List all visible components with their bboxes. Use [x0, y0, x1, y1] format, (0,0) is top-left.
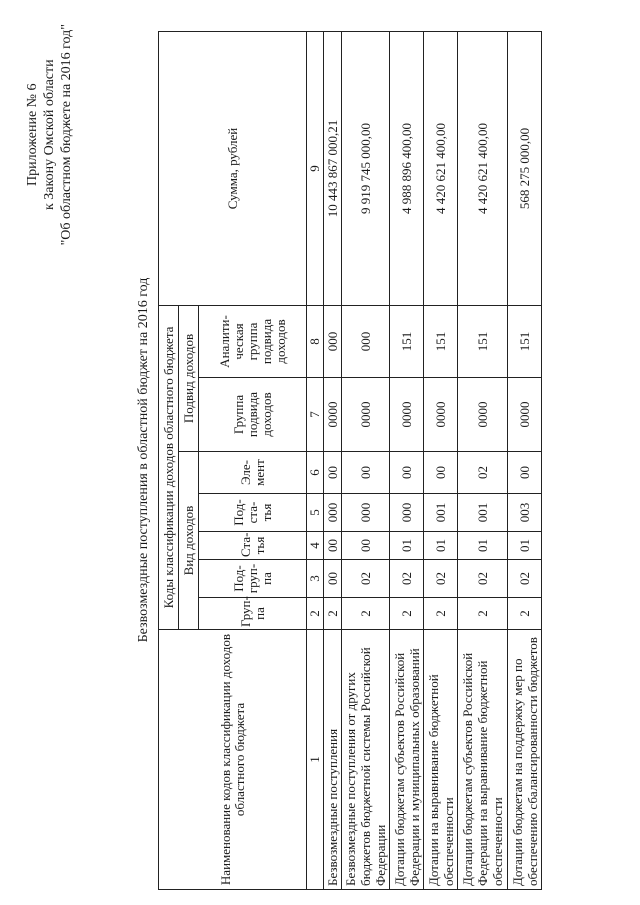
- cell-element: 00: [390, 452, 424, 494]
- header-codes: Коды классификации доходов областного бюджета: [159, 305, 179, 629]
- cell-subgroup: 00: [324, 560, 342, 598]
- cell-subgroup: 02: [342, 560, 390, 598]
- cell-element: 00: [508, 452, 542, 494]
- column-index: 6: [307, 452, 324, 494]
- table-row: [324, 31, 342, 889]
- cell-article: 01: [508, 532, 542, 560]
- cell-group: 2: [324, 598, 342, 630]
- header-element: Эле-мент: [199, 452, 307, 494]
- cell-subarticle: 003: [508, 494, 542, 532]
- cell-group: 2: [342, 598, 390, 630]
- table-row: [424, 31, 458, 889]
- table-row: [458, 31, 508, 889]
- cell-article: 01: [424, 532, 458, 560]
- header-vid: Вид доходов: [179, 452, 199, 630]
- column-index: 8: [307, 305, 324, 377]
- cell-subarticle: 000: [324, 494, 342, 532]
- header-group: Груп-па: [199, 598, 307, 630]
- cell-analytic-group: 151: [508, 305, 542, 377]
- cell-analytic-group: 000: [342, 305, 390, 377]
- cell-sum: 4 420 621 400,00: [424, 31, 458, 305]
- cell-sum: 4 420 621 400,00: [458, 31, 508, 305]
- row-name: Безвозмездные поступления от других бюджетов бюджетной системы Российской Федерации: [342, 630, 390, 890]
- cell-article: 00: [324, 532, 342, 560]
- header-subtype-group: Группа подвида доходов: [199, 378, 307, 452]
- document-title: Безвозмездные поступления в областной бюджет на 2016 год: [136, 277, 151, 643]
- header-analytic-group: Аналити-ческая группа подвида доходов: [199, 305, 307, 377]
- column-index: 3: [307, 560, 324, 598]
- header-sum: Сумма, рублей: [159, 31, 307, 305]
- cell-analytic-group: 151: [458, 305, 508, 377]
- cell-sum: 4 988 896 400,00: [390, 31, 424, 305]
- cell-analytic-group: 151: [390, 305, 424, 377]
- header-article: Ста-тья: [199, 532, 307, 560]
- column-index: 1: [307, 630, 324, 890]
- cell-group: 2: [458, 598, 508, 630]
- cell-sum: 568 275 000,00: [508, 31, 542, 305]
- rotated-document-page: [18, 10, 618, 890]
- row-name: Дотации бюджетам субъектов Российской Федерации и муниципальных образований: [390, 630, 424, 890]
- cell-subarticle: 000: [342, 494, 390, 532]
- cell-element: 00: [324, 452, 342, 494]
- column-index: 7: [307, 378, 324, 452]
- cell-article: 01: [458, 532, 508, 560]
- column-index: 2: [307, 598, 324, 630]
- cell-article: 01: [390, 532, 424, 560]
- appendix-law-title: "Об областном бюджете на 2016 год": [59, 24, 74, 246]
- cell-element: 02: [458, 452, 508, 494]
- cell-subtype-group: 0000: [342, 378, 390, 452]
- cell-subgroup: 02: [458, 560, 508, 598]
- cell-article: 00: [342, 532, 390, 560]
- cell-subarticle: 001: [458, 494, 508, 532]
- revenue-table: [158, 31, 542, 890]
- column-index-row: [307, 31, 324, 889]
- appendix-law: к Закону Омской области: [42, 59, 57, 211]
- cell-subarticle: 001: [424, 494, 458, 532]
- column-index: 4: [307, 532, 324, 560]
- column-index: 5: [307, 494, 324, 532]
- cell-analytic-group: 151: [424, 305, 458, 377]
- cell-group: 2: [424, 598, 458, 630]
- row-name: Дотации на выравнивание бюджетной обеспеченности: [424, 630, 458, 890]
- table-row: [508, 31, 542, 889]
- appendix-number: Приложение № 6: [25, 83, 40, 186]
- cell-sum: 10 443 867 000,21: [324, 31, 342, 305]
- cell-element: 00: [342, 452, 390, 494]
- cell-element: 00: [424, 452, 458, 494]
- cell-sum: 9 919 745 000,00: [342, 31, 390, 305]
- cell-subtype-group: 0000: [324, 378, 342, 452]
- cell-analytic-group: 000: [324, 305, 342, 377]
- table-row: [342, 31, 390, 889]
- cell-subtype-group: 0000: [458, 378, 508, 452]
- cell-subtype-group: 0000: [424, 378, 458, 452]
- cell-group: 2: [508, 598, 542, 630]
- cell-subtype-group: 0000: [508, 378, 542, 452]
- row-name: Дотации бюджетам субъектов Российской Федерации на выравнивание бюджетной обеспеченности: [458, 630, 508, 890]
- header-podvid: Подвид доходов: [179, 305, 199, 451]
- cell-subgroup: 02: [424, 560, 458, 598]
- cell-subtype-group: 0000: [390, 378, 424, 452]
- header-subarticle: Под-ста-тья: [199, 494, 307, 532]
- table-row: [390, 31, 424, 889]
- row-name: Дотации бюджетам на поддержку мер по обеспечению сбалансированности бюджетов: [508, 630, 542, 890]
- appendix-header: [24, 24, 75, 245]
- cell-subgroup: 02: [390, 560, 424, 598]
- column-index: 9: [307, 31, 324, 305]
- cell-subgroup: 02: [508, 560, 542, 598]
- header-subgroup: Под-груп-па: [199, 560, 307, 598]
- header-name: Наименование кодов классификации доходов областного бюджета: [159, 630, 307, 890]
- row-name: Безвозмездные поступления: [324, 630, 342, 890]
- cell-group: 2: [390, 598, 424, 630]
- cell-subarticle: 000: [390, 494, 424, 532]
